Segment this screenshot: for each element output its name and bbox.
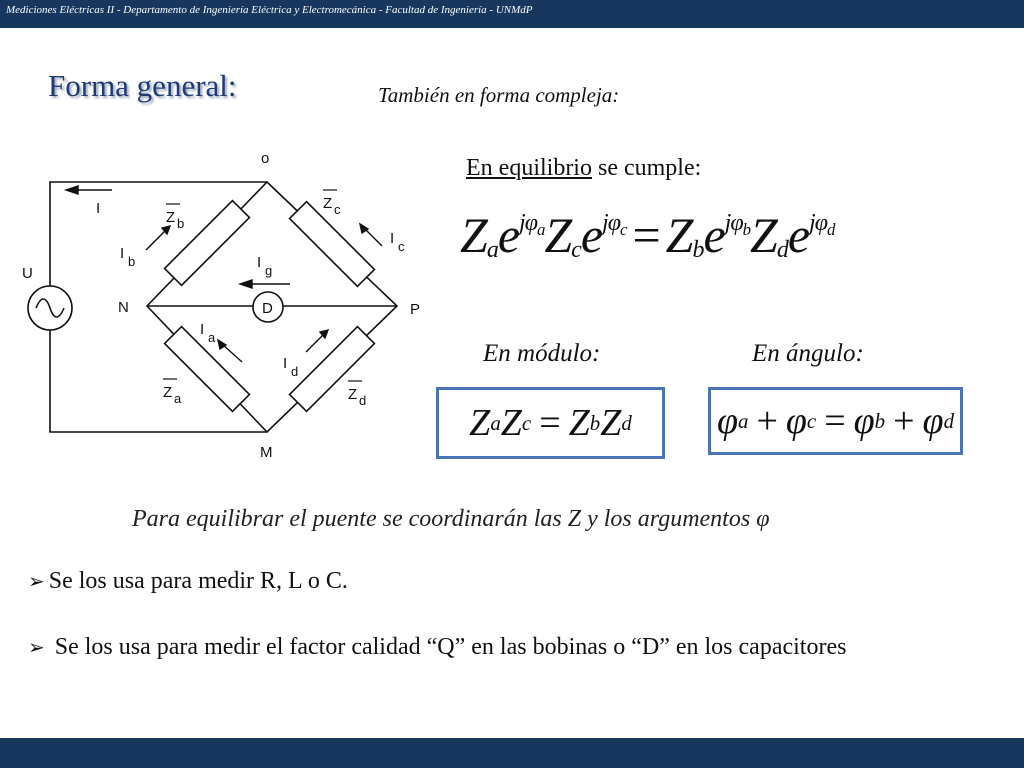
arrow-bullet-icon: ➢	[28, 569, 45, 593]
balance-note: Para equilibrar el puente se coordinarán las Z y los argumentos φ	[132, 506, 770, 532]
angulo-label: En ángulo:	[752, 340, 864, 367]
ac-source-icon	[28, 286, 72, 330]
bullet-item-2: ➢ Se los usa para medir el factor calidad “Q” en las bobinas o “D” en los capacitores	[28, 634, 847, 660]
arrow-bullet-icon: ➢	[28, 635, 45, 659]
svg-text:d: d	[359, 393, 367, 408]
detector-label: D	[262, 300, 273, 317]
equilibrium-label-rest: se cumple:	[591, 155, 702, 181]
arrow-id	[306, 334, 324, 352]
impedance-label-zd: Z	[348, 386, 358, 403]
slide-subtitle: También en forma compleja:	[378, 83, 620, 107]
svg-text:g: g	[265, 263, 273, 278]
bullet-item-1: ➢ Se los usa para medir R, L o C.	[28, 568, 348, 594]
svg-text:c: c	[398, 239, 405, 254]
svg-text:a: a	[208, 330, 216, 345]
current-label-ig: I	[257, 254, 262, 271]
resistor-zb	[165, 201, 250, 286]
current-label-id: I	[283, 355, 288, 372]
current-label-ia: I	[200, 321, 205, 338]
node-label-n: N	[118, 299, 129, 316]
svg-text:d: d	[291, 364, 299, 379]
node-label-top: o	[261, 150, 270, 167]
current-label-ib: I	[120, 245, 125, 262]
arrow-ia	[222, 344, 242, 362]
footer-bar	[0, 738, 1024, 768]
current-label-ic: I	[390, 230, 395, 247]
impedance-label-za: Z	[163, 384, 173, 401]
header-text: Mediciones Eléctricas II - Departamento de Ingeniería Eléctrica y Electromecánica - Facultad de Ingeniería - UNMdP	[6, 4, 533, 16]
resistor-zc	[290, 202, 375, 287]
source-label: U	[22, 265, 33, 282]
equilibrium-label-underlined: En equilibrio	[466, 155, 592, 181]
svg-text:b: b	[177, 216, 185, 231]
modulo-label: En módulo:	[483, 340, 601, 367]
complex-balance-equation: $Z_ae^{j\varphi_a}Z_ce^{j\varphi_c} = Z_be^{j\varphi_b}Z_de^{j\varphi_d}$	[460, 207, 835, 263]
impedance-label-zb: Z	[166, 209, 176, 226]
svg-text:c: c	[334, 202, 341, 217]
svg-text:b: b	[128, 254, 136, 269]
svg-text:a: a	[174, 391, 182, 406]
impedance-label-zc: Z	[323, 195, 333, 212]
current-label-i: I	[96, 200, 101, 217]
angulo-equation-box: φ a + φ c = φ b + φ d	[708, 387, 963, 455]
node-label-m: M	[260, 444, 273, 461]
slide-title: Forma general:	[48, 68, 237, 103]
node-label-p: P	[410, 301, 421, 318]
arrow-ib	[146, 230, 166, 250]
modulo-equation-box: Z a Z c = Z b Z d	[436, 387, 665, 459]
